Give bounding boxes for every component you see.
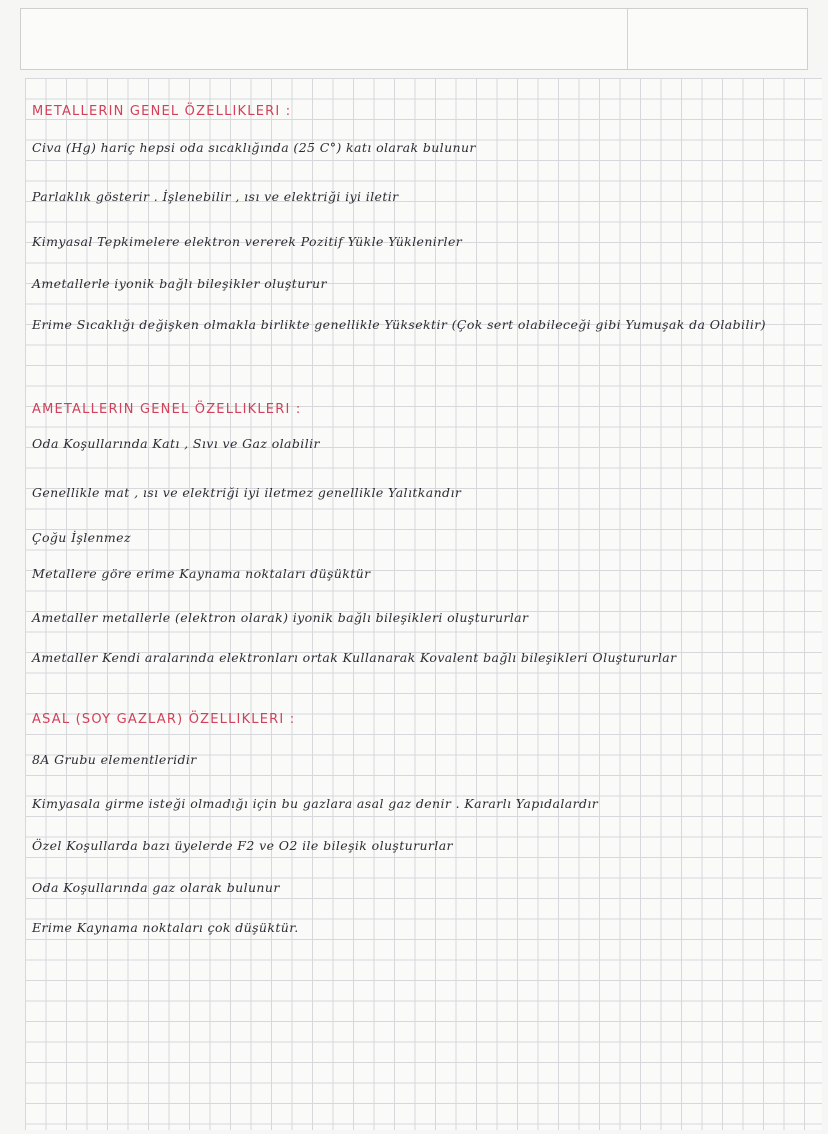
metals-line-4: Ametallerle iyonik bağlı bileşikler oluşturur [32,276,327,291]
heading-metals: METALLERIN GENEL ÖZELLIKLERI : [32,104,292,119]
metals-line-2: Parlaklık gösterir . İşlenebilir , ısı ve elektriği iyi iletir [32,189,399,204]
metals-line-1: Civa (Hg) hariç hepsi oda sıcaklığında (25 C°) katı olarak bulunur [32,140,476,155]
nonmetals-line-3: Çoğu İşlenmez [32,530,131,545]
noble-line-2: Kimyasala girme isteği olmadığı için bu gazlara asal gaz denir . Kararlı Yapıdalardır [32,796,599,811]
header-divider [627,9,628,69]
nonmetals-line-5: Ametaller metallerle (elektron olarak) iyonik bağlı bileşikleri oluştururlar [32,610,529,625]
nonmetals-line-2: Genellikle mat , ısı ve elektriği iyi iletmez genellikle Yalıtkandır [32,485,462,500]
metals-line-3: Kimyasal Tepkimelere elektron vererek Pozitif Yükle Yüklenirler [32,234,463,249]
heading-noble-gases: ASAL (SOY GAZLAR) ÖZELLIKLERI : [32,712,296,727]
nonmetals-line-4: Metallere göre erime Kaynama noktaları düşüktür [32,566,371,581]
noble-line-3: Özel Koşullarda bazı üyelerde F2 ve O2 ile bileşik oluştururlar [32,838,453,853]
header-box [20,8,808,70]
noble-line-1: 8A Grubu elementleridir [32,752,197,767]
metals-line-5: Erime Sıcaklığı değişken olmakla birlikte genellikle Yüksektir (Çok sert olabileceği gibi Yumuşak da Olabilir) [32,317,766,332]
nonmetals-line-1: Oda Koşullarında Katı , Sıvı ve Gaz olabilir [32,436,320,451]
nonmetals-line-6: Ametaller Kendi aralarında elektronları ortak Kullanarak Kovalent bağlı bileşikleri Oluştururlar [32,650,677,665]
noble-line-5: Erime Kaynama noktaları çok düşüktür. [32,920,299,935]
noble-line-4: Oda Koşullarında gaz olarak bulunur [32,880,280,895]
heading-nonmetals: AMETALLERIN GENEL ÖZELLIKLERI : [32,402,302,417]
